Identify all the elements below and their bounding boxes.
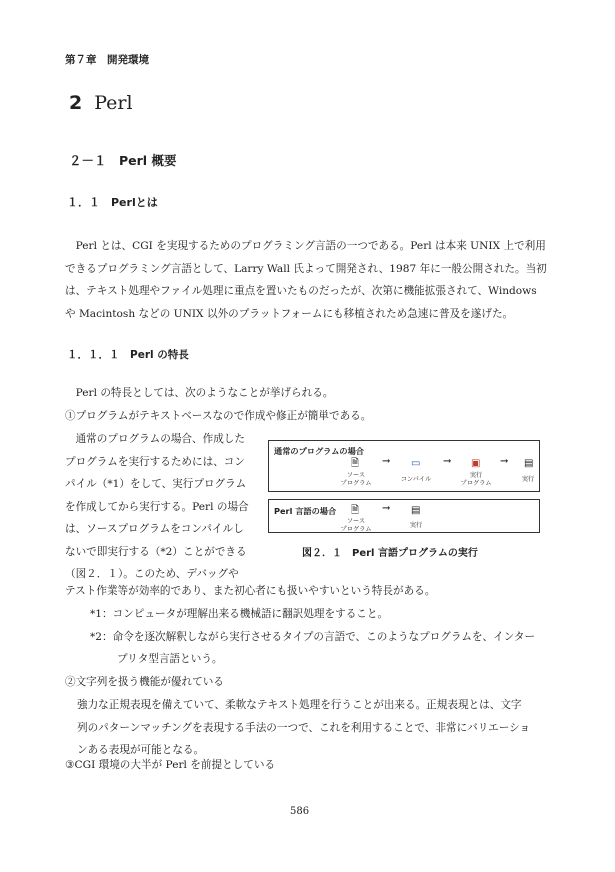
arrow-icon: → <box>382 456 391 467</box>
figure-2-1 <box>268 440 540 559</box>
arrow-icon: → <box>443 456 452 467</box>
chapter-header: 第７章 開発環境 <box>65 54 149 66</box>
run-icon: ▤ <box>524 458 534 469</box>
section-title: Perl <box>94 92 133 114</box>
perl-program-box <box>268 499 540 533</box>
footnote-2-continued: プリタ型言語という。 <box>117 653 223 665</box>
paragraph-line: ンある表現が可能となる。 <box>77 744 205 756</box>
label-compile: コンパイル <box>400 476 432 483</box>
paragraph-line: は、テキスト処理やファイル処理に重点を置いたものだったが、次第に機能拡張されて、Windows <box>65 285 537 297</box>
feature-1-body <box>65 428 249 586</box>
label-line: ソース プログラム <box>340 472 372 487</box>
executable-icon: ▣ <box>471 458 481 469</box>
label-executable: 実行 プログラム <box>460 472 492 487</box>
arrow-icon: → <box>500 456 509 467</box>
paragraph-line: パイル（*1）をして、実行プログラム <box>65 478 247 490</box>
label-run: 実行 <box>521 476 535 483</box>
section-heading <box>69 92 133 114</box>
feature-1-continued: テスト作業等が効率的であり、また初心者にも扱いやすいという特長がある。 <box>65 585 436 597</box>
normal-program-title: 通常のプログラムの場合 <box>274 446 364 456</box>
paragraph-line: や Macintosh などの UNIX 以外のプラットフォームにも移植されため急速に普及を遂げた。 <box>65 307 514 320</box>
paragraph-line: を作成してから実行する。Perl の場合 <box>65 500 249 513</box>
source-file-icon: 🗎 <box>351 505 360 516</box>
feature-2-body <box>77 694 530 762</box>
arrow-icon: → <box>382 503 391 514</box>
feature-2-title: ②文字列を扱う機能が優れている <box>65 676 224 688</box>
paragraph-line: プログラムを実行するためには、コン <box>65 455 245 468</box>
intro-paragraph <box>65 235 547 325</box>
label-source: ソース プログラム <box>340 518 372 533</box>
paragraph-line: （図２．１）。このため、デバッグや <box>65 568 239 580</box>
paragraph-line: 通常のプログラムの場合、作成した <box>65 433 245 445</box>
subsubsection-heading: １．１ Perlとは <box>67 196 158 209</box>
features-heading: １．１．１ Perl の特長 <box>67 349 189 361</box>
normal-program-box <box>268 440 540 492</box>
compiler-icon: ▭ <box>411 458 421 469</box>
paragraph-line: できるプログラミング言語として、Larry Wall 氏よって開発され、1987 年に一般公開された。当初 <box>65 262 547 275</box>
footnote-1: *1：コンピュータが理解出来る機械語に翻訳処理をすること。 <box>90 608 389 620</box>
run-icon: ▤ <box>411 505 421 516</box>
subsection-heading: ２－１ Perl 概要 <box>69 153 177 168</box>
features-intro: Perl の特長としては、次のようなことが挙げられる。 <box>65 387 334 399</box>
paragraph-line: Perl とは、CGI を実現するためのプログラミング言語の一つである。Perl は本来 UNIX 上で利用 <box>65 240 546 252</box>
feature-3-title: ③CGI 環境の大半が Perl を前提としている <box>65 759 276 771</box>
figure-caption: 図２．１ Perl 言語プログラムの実行 <box>302 548 478 559</box>
paragraph-line: 列のパターンマッチングを表現する手法の一つで、これを利用することで、非常にバリエーショ <box>77 721 531 734</box>
page-number: 586 <box>290 806 310 817</box>
paragraph-line: は、ソースプログラムをコンパイルし <box>65 523 244 535</box>
paragraph-line: 強力な正規表現を備えていて、柔軟なテキスト処理を行うことが出来る。正規表現とは、文字 <box>77 699 522 711</box>
label-run: 実行 <box>409 522 423 529</box>
footnote-2: *2：命令を逐次解釈しながら実行させるタイプの言語で、このようなプログラムを、インター <box>90 631 536 643</box>
label-source <box>326 472 386 488</box>
section-number: 2 <box>69 92 83 114</box>
source-file-icon: 🗎 <box>351 458 360 469</box>
paragraph-line: ないで即実行する（*2）ことができる <box>65 545 247 558</box>
feature-1-title: ①プログラムがテキストベースなので作成や修正が簡単である。 <box>65 410 372 422</box>
perl-program-title: Perl 言語の場合 <box>274 506 337 516</box>
